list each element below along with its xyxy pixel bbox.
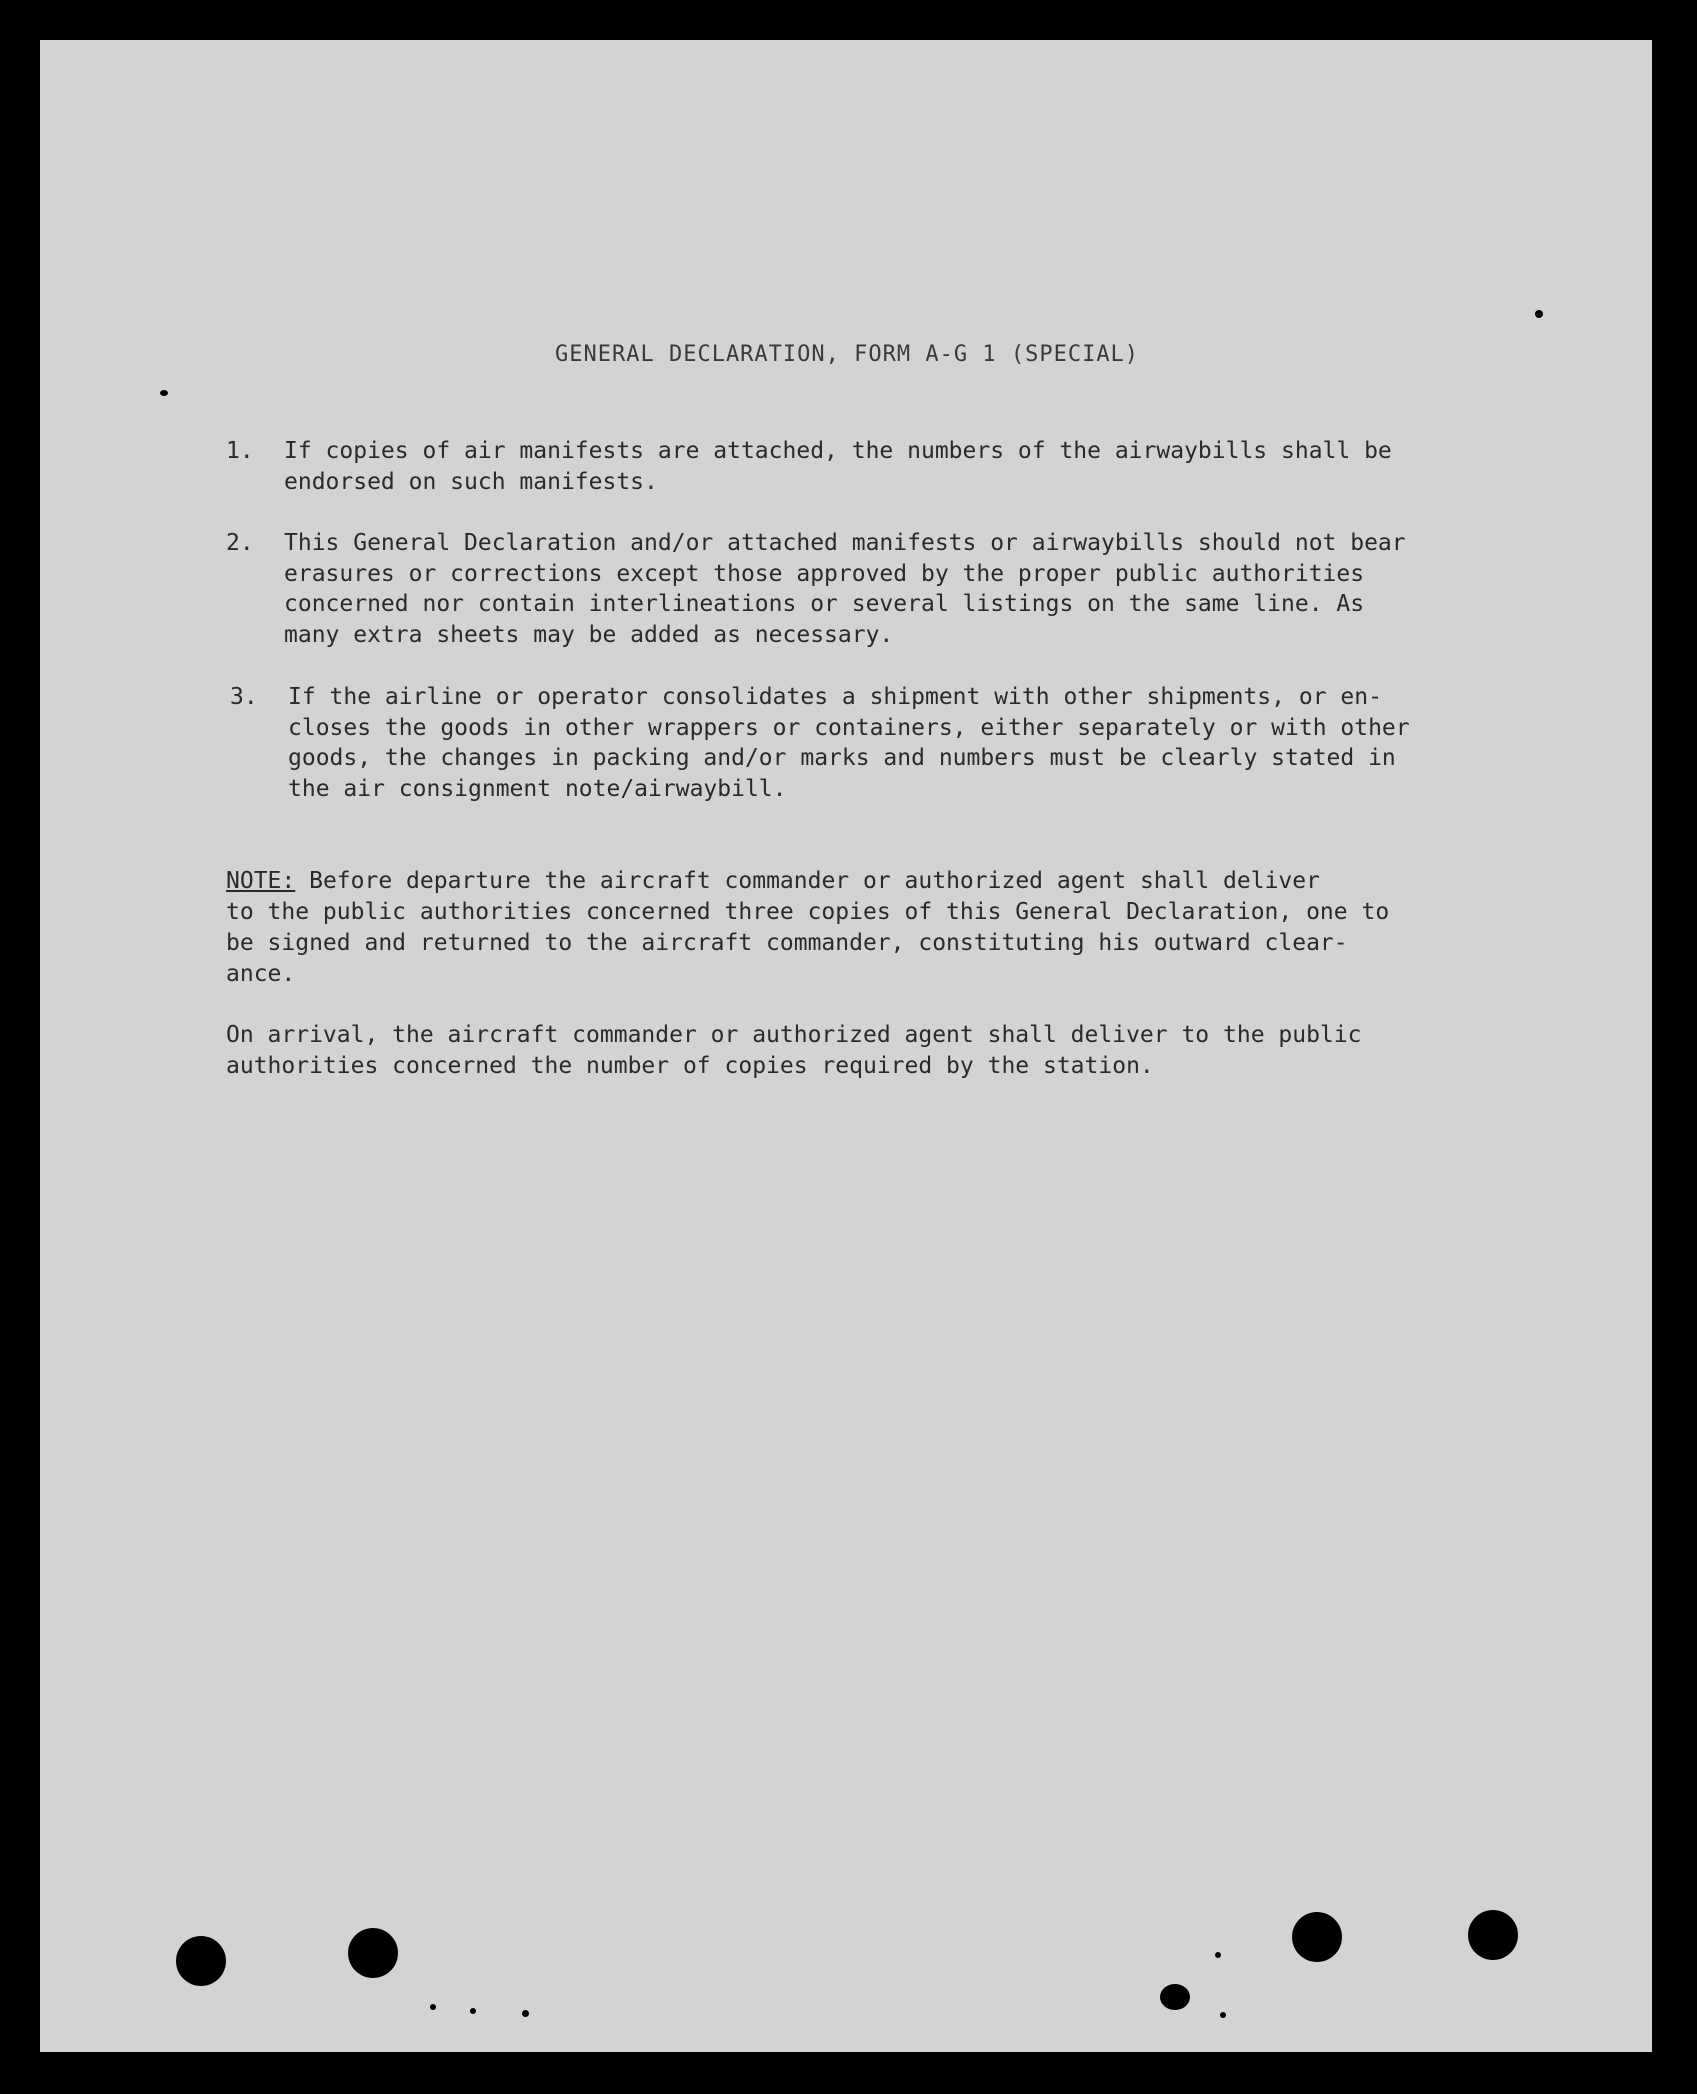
note-text: Before departure the aircraft commander or authorized agent shall deliver to the public authorities concerned three copies of this General Declaration, one to be signed and returned to the aircraft commander, constituting his outward clear- ance. <box>226 868 1390 987</box>
punch-hole <box>1468 1910 1518 1960</box>
punch-hole <box>1292 1912 1342 1962</box>
ink-speck <box>470 2008 476 2014</box>
note-paragraph <box>226 866 1546 990</box>
ink-speck <box>1215 1952 1221 1958</box>
item-number: 3. <box>230 684 258 710</box>
item-text: If the airline or operator consolidates a shipment with other shipments, or en- closes the goods in other wrappers or containers, either separately or with other goods, the changes in packing and/or marks and numbers must be clearly stated in the air consignment note/airwaybill. <box>288 684 1410 802</box>
note-label: NOTE: <box>226 868 296 894</box>
arrival-paragraph: On arrival, the aircraft commander or authorized agent shall deliver to the public authorities concerned the number of copies required by the station. <box>226 1022 1362 1079</box>
punch-hole <box>348 1928 398 1978</box>
ink-speck <box>1535 310 1543 318</box>
punch-hole <box>176 1936 226 1986</box>
item-text: If copies of air manifests are attached, the numbers of the airwaybills shall be endorsed on such manifests. <box>284 438 1392 495</box>
ink-speck <box>522 2010 529 2017</box>
item-number: 1. <box>226 438 254 464</box>
document-page <box>40 40 1652 2052</box>
ink-speck <box>160 390 168 396</box>
item-text: This General Declaration and/or attached manifests or airwaybills should not bear erasures or corrections except those approved by the proper public authorities concerned nor contain interlineations or several listings on the same line. As many extra sheets may be added as necessary. <box>284 530 1406 648</box>
ink-speck <box>430 2004 436 2010</box>
page-title: GENERAL DECLARATION, FORM A-G 1 (SPECIAL) <box>555 342 1140 367</box>
item-number: 2. <box>226 530 254 556</box>
ink-speck <box>1160 1984 1190 2010</box>
ink-speck <box>1220 2012 1226 2018</box>
